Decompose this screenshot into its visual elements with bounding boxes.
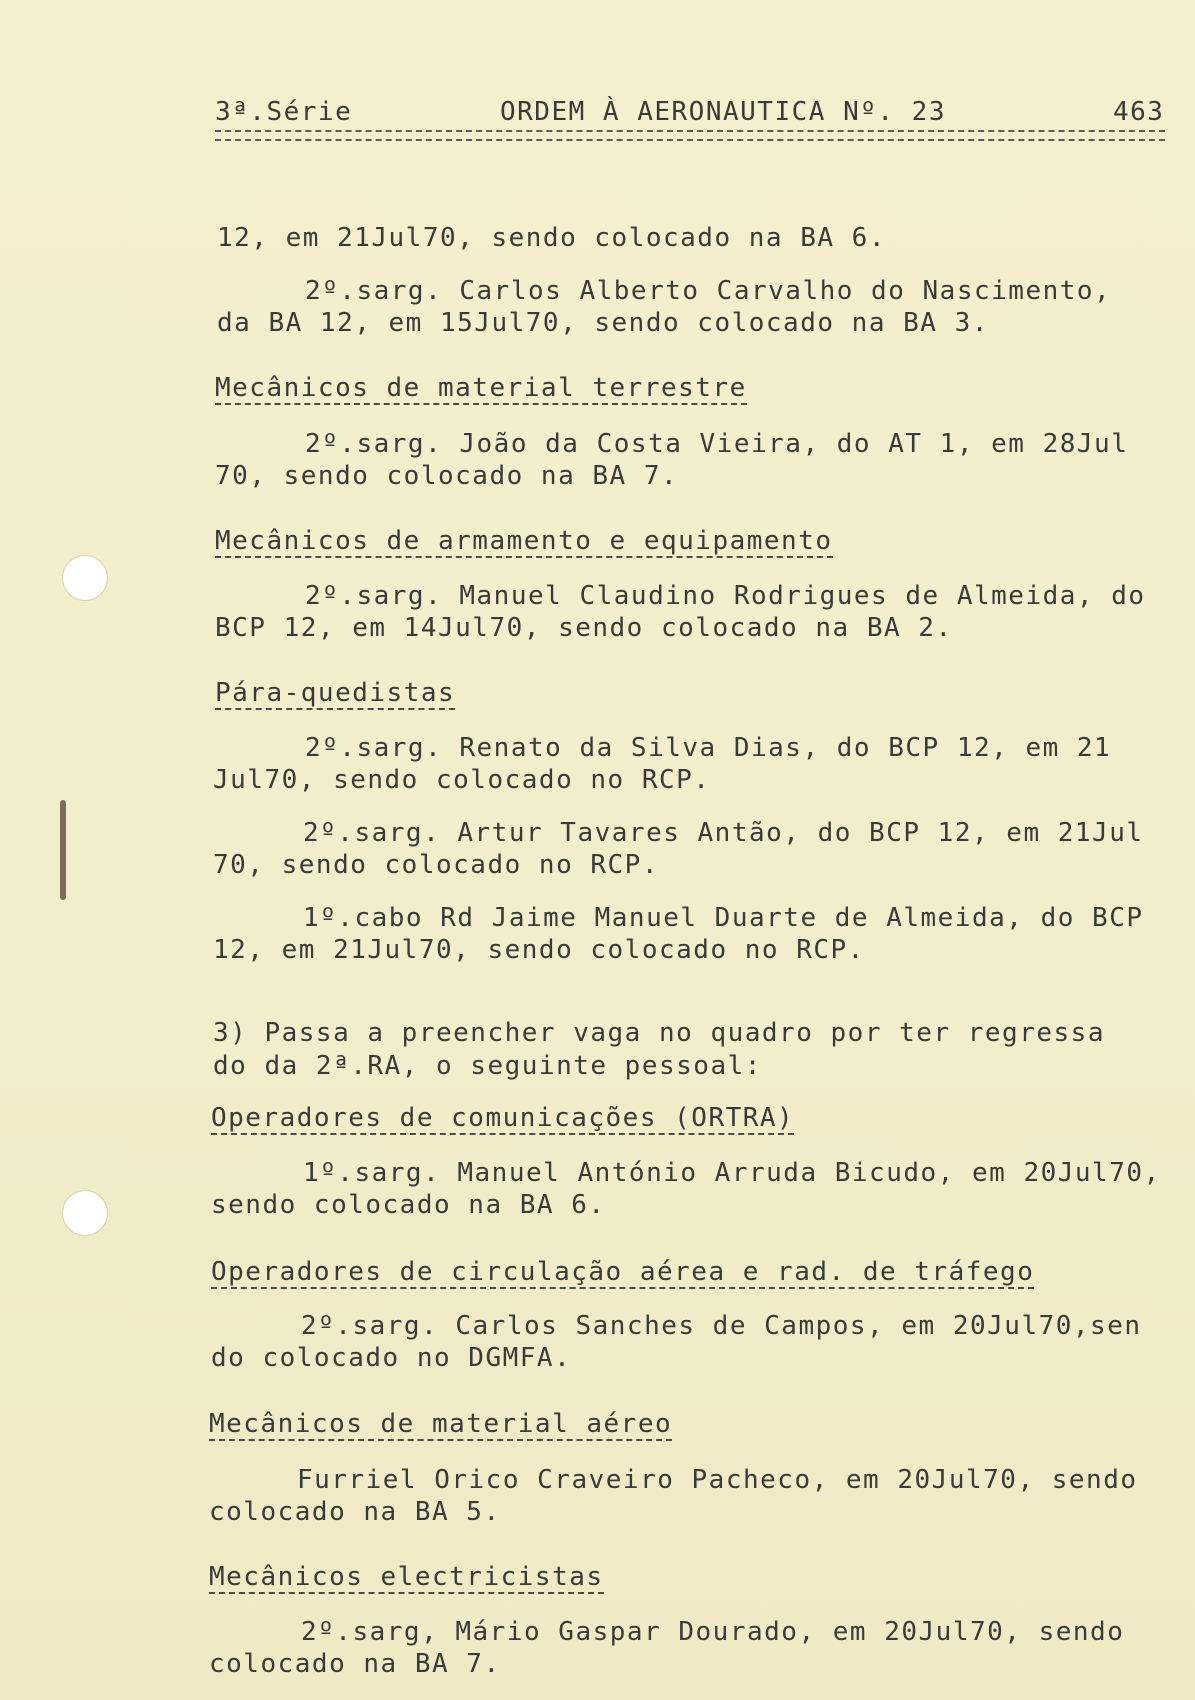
text-line: 2º.sarg. Manuel Claudino Rodrigues de Almeida, do <box>305 581 1146 611</box>
text-line: colocado na BA 5. <box>209 1497 501 1527</box>
text-line: BCP 12, em 14Jul70, sendo colocado na BA 2. <box>215 613 953 643</box>
text-line: do da 2ª.RA, o seguinte pessoal: <box>213 1051 762 1081</box>
text-line: Jul70, sendo colocado no RCP. <box>213 765 711 795</box>
text-line: da BA 12, em 15Jul70, sendo colocado na BA 3. <box>217 308 989 338</box>
text-line: 2º.sarg. Renato da Silva Dias, do BCP 12, em 21 <box>305 733 1112 763</box>
section-heading: Pára-quedistas <box>215 678 456 708</box>
section-heading: Operadores de comunicações (ORTRA) <box>211 1103 795 1133</box>
text-line: 2º.sarg. Artur Tavares Antão, do BCP 12, em 21Jul <box>303 818 1144 848</box>
text-line: 3) Passa a preencher vaga no quadro por ter regressa <box>213 1018 1105 1048</box>
punch-hole-top <box>62 555 108 601</box>
text-line: Furriel Orico Craveiro Pacheco, em 20Jul70, sendo <box>297 1465 1138 1495</box>
text-line: sendo colocado na BA 6. <box>211 1190 606 1220</box>
text-line: 2º.sarg. Carlos Sanches de Campos, em 20Jul70,sen <box>301 1311 1142 1341</box>
section-heading: Mecânicos de material aéreo <box>209 1409 673 1439</box>
header-rule <box>215 130 1165 141</box>
text-line: do colocado no DGMFA. <box>211 1343 572 1373</box>
text-line: 12, em 21Jul70, sendo colocado no RCP. <box>213 935 865 965</box>
text-line: 1º.sarg. Manuel António Arruda Bicudo, em 20Jul70, <box>303 1158 1161 1188</box>
text-line: 12, em 21Jul70, sendo colocado na BA 6. <box>217 223 886 253</box>
text-line: 2º.sarg. João da Costa Vieira, do AT 1, em 28Jul <box>305 429 1129 459</box>
page-number: 463 <box>1113 97 1165 127</box>
punch-hole-bottom <box>62 1190 108 1236</box>
section-heading: Mecânicos de material terrestre <box>215 373 747 403</box>
section-heading: Mecânicos de armamento e equipamento <box>215 526 833 556</box>
text-line: 1º.cabo Rd Jaime Manuel Duarte de Almeida, do BCP <box>303 903 1144 933</box>
text-line: 2º.sarg. Carlos Alberto Carvalho do Nascimento, <box>305 276 1112 306</box>
document-title: ORDEM À AERONAUTICA Nº. 23 <box>500 97 946 127</box>
section-heading: Operadores de circulação aérea e rad. de tráfego <box>211 1257 1035 1287</box>
text-line: 70, sendo colocado na BA 7. <box>215 461 679 491</box>
section-heading: Mecânicos electricistas <box>209 1562 604 1592</box>
margin-mark <box>60 800 66 900</box>
series-label: 3ª.Série <box>215 97 353 127</box>
text-line: 2º.sarg, Mário Gaspar Dourado, em 20Jul70, sendo <box>301 1617 1125 1647</box>
text-line: 70, sendo colocado no RCP. <box>213 850 659 880</box>
text-line: colocado na BA 7. <box>209 1649 501 1679</box>
